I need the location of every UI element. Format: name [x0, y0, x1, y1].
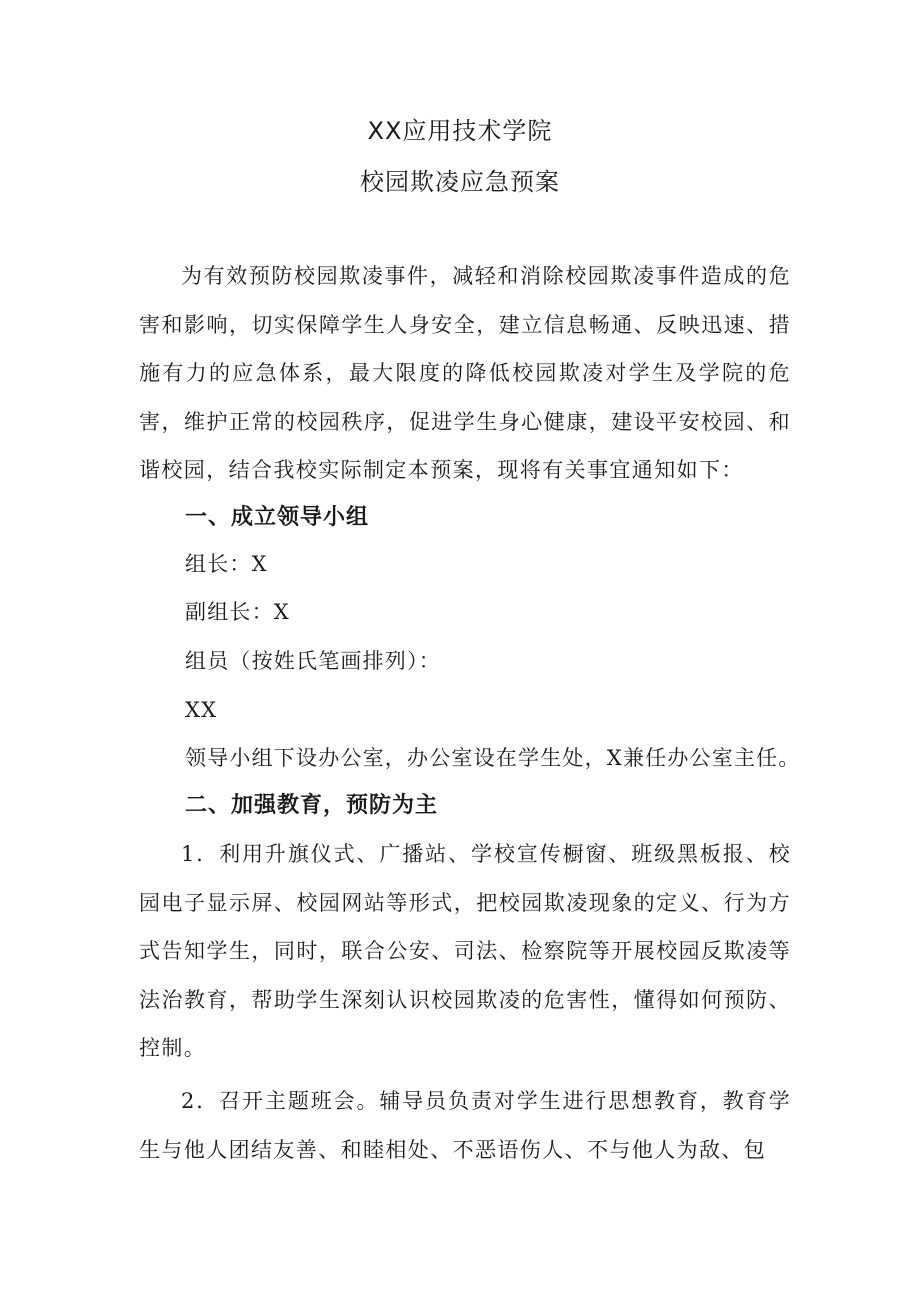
members-label-line: 组员（按姓氏笔画排列）：: [185, 649, 441, 673]
document-title-plan: 校园欺凌应急预案: [360, 168, 560, 196]
section-heading-education: 二、加强教育，预防为主: [185, 793, 439, 818]
section-heading-leadership-group: 一、成立领导小组: [185, 505, 370, 530]
education-item-1: 1．利用升旗仪式、广播站、学校宣传橱窗、班级黑板报、校园电子显示屏、校园网站等形式，把校园欺凌现象的定义、行为方式告知学生，同时，联合公安、司法、检察院等开展校园反欺凌等法治教育，帮助学生深刻认识校园欺凌的危害性，懂得如何预防、控制。: [139, 842, 791, 1061]
members-line: XX: [185, 698, 218, 722]
intro-paragraph: 为有效预防校园欺凌事件，减轻和消除校园欺凌事件造成的危害和影响，切实保障学生人身安全，建立信息畅通、反映迅速、措施有力的应急体系，最大限度的降低校园欺凌对学生及学院的危害，维护正常的校园秩序，促进学生身心健康，建设平安校园、和谐校园，结合我校实际制定本预案，现将有关事宜通知如下：: [139, 264, 791, 483]
education-item-2: 2．召开主题班会。辅导员负责对学生进行思想教育，教育学生与他人团结友善、和睦相处、不恶语伤人、不与他人为敌、包: [139, 1089, 791, 1162]
deputy-leader-line: 副组长：X: [185, 600, 290, 624]
group-leader-line: 组长：X: [185, 552, 268, 576]
office-line: 领导小组下设办公室，办公室设在学生处，X兼任办公室主任。: [185, 746, 801, 770]
document-title-institution: XX应用技术学院: [367, 117, 553, 145]
